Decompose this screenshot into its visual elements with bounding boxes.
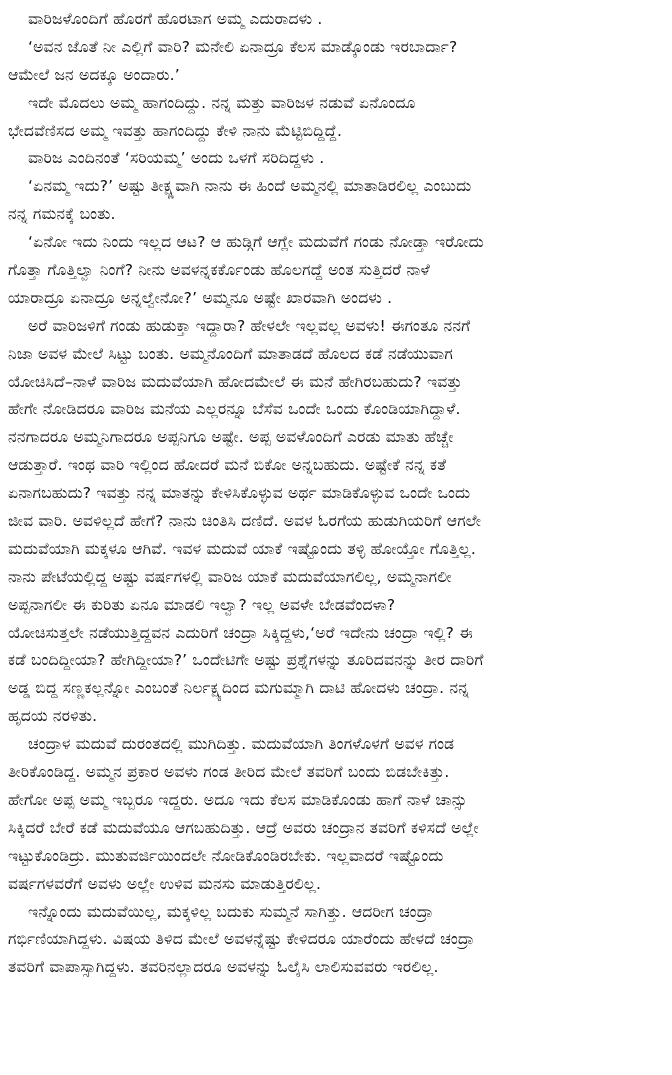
text-line: ನಿಜಾ ಅವಳ ಮೇಲೆ ಸಿಟ್ಟು ಬಂತು. ಅಮ್ಮನೊಂದಿಗೆ ಮಾತಾಡದೆ ಹೊಲದ ಕಡೆ ನಡೆಯುವಾಗ xyxy=(8,344,453,363)
text-line: ಗೊತ್ತಾ ಗೊತ್ತಿಲ್ವಾ ನಿಂಗೆ? ನೀನು ಅವಳನ್ನಕರ್ಕೊಂಡು ಹೊಲಗದ್ದೆ ಅಂತ ಸುತ್ತಿದರೆ ನಾಳೆ xyxy=(8,261,430,280)
paragraph xyxy=(8,173,664,229)
text-line: ತವರಿಗೆ ವಾಪಾಸ್ಸಾಗಿದ್ದಳು. ತವರಿನಲ್ಲಾದರೂ ಅವಳನ್ನು ಓಲೈಸಿ ಲಾಲಿಸುವವರು ಇರಲಿಲ್ಲ. xyxy=(8,958,439,977)
text-line: ‘ಅವನ ಜೊತೆ ನೀ ಎಲ್ಲಿಗೆ ವಾರಿ? ಮನೇಲಿ ಏನಾದ್ರೂ ಕೆಲಸ ಮಾಡ್ಕೊಂಡು ಇರಬಾರ್ದಾ? xyxy=(28,37,458,56)
text-line: ಏನಾಗಬಹುದು? ಇವತ್ತು ನನ್ನ ಮಾತನ್ನು ಕೇಳಿಸಿಕೊಳ್ಳುವ ಅರ್ಥ ಮಾಡಿಕೊಳ್ಳುವ ಒಂದೇ ಒಂದು xyxy=(8,484,471,503)
text-line: ಮದುವೆಯಾಗಿ ಮಕ್ಕಳೂ ಆಗಿವೆ. ಇವಳ ಮದುವೆ ಯಾಕೆ ಇಷ್ಟೊಂದು ತಳ್ಳಿ ಹೋಯ್ತೋ ಗೊತ್ತಿಲ್ಲ. xyxy=(8,539,476,558)
paragraph xyxy=(8,899,664,983)
text-line: ‘ಏನೋ ಇದು ನಿಂದು ಇಲ್ಲದ ಆಟ? ಆ ಹುಡ್ಗಿಗೆ ಆಗ್ಲೇ ಮದುವೆಗೆ ಗಂಡು ನೋಡ್ತಾ ಇರೋದು xyxy=(28,233,484,252)
text-line: ಅಪ್ಪನಾಗಲೀ ಈ ಕುರಿತು ಏನೂ ಮಾಡಲಿ ಇಲ್ವಾ? ಇಲ್ಲ ಅವಳೇ ಬೇಡವೆಂದಳಾ? xyxy=(8,595,396,614)
text-line: ವರ್ಷಗಳವರೆಗೆ ಅವಳು ಅಲ್ಲೇ ಉಳಿವ ಮನಸು ಮಾಡುತ್ತಿರಲಿಲ್ಲ. xyxy=(8,874,322,893)
text-line: ಅಡ್ಡ ಬಿದ್ದ ಸಣ್ಣಕಲ್ಲನ್ನೋ ಎಂಬಂತೆ ನಿರ್ಲಕ್ಷ್ಯದಿಂದ ಮಗುಮ್ಮಾಗಿ ದಾಟಿ ಹೋದಳು ಚಂದ್ರಾ. ನನ್ನ xyxy=(8,679,470,698)
paragraph xyxy=(8,34,664,90)
text-line: ಆಮೇಲೆ ಜನ ಅದಕ್ಕೂ ಅಂದಾರು.’ xyxy=(8,65,180,84)
text-line: ವಾರಿಜಳೊಂದಿಗೆ ಹೊರಗೆ ಹೊರಟಾಗ ಅಮ್ಮ ಎದುರಾದಳು . xyxy=(28,10,323,28)
text-line: ಇನ್ನೊಂದು ಮದುವೆಯಿಲ್ಲ, ಮಕ್ಕಳಿಲ್ಲ ಬದುಕು ಸುಮ್ಮನೆ ಸಾಗಿತ್ತು. ಆದರೀಗ ಚಂದ್ರಾ xyxy=(28,902,434,921)
paragraph xyxy=(8,731,664,898)
text-line: ಇದೇ ಮೊದಲು ಅಮ್ಮ ಹಾಗಂದಿದ್ದು. ನನ್ನ ಮತ್ತು ವಾರಿಜಳ ನಡುವೆ ಏನೊಂದೂ xyxy=(28,93,416,112)
text-line: ಯಾರಾದ್ರೂ ಏನಾದ್ರೂ ಅನ್ನಲ್ವೇನೋ?’ ಅಮ್ಮನೂ ಅಷ್ಟೇ ಖಾರವಾಗಿ ಅಂದಳು . xyxy=(8,288,393,307)
text-line: ‘ಏನಮ್ಮ ಇದು?’ ಅಷ್ಟು ತೀಕ್ಷ್ಣವಾಗಿ ನಾನು ಈ ಹಿಂದೆ ಅಮ್ಮನಲ್ಲಿ ಮಾತಾಡಿರಲಿಲ್ಲ ಎಂಬುದು xyxy=(28,177,472,196)
paragraph xyxy=(8,145,664,173)
text-line: ಕಡೆ ಬಂದಿದ್ದೀಯಾ? ಹೇಗಿದ್ದೀಯಾ?’ ಒಂದೇಟಿಗೇ ಅಷ್ಟು ಪ್ರಶ್ನೆಗಳನ್ನು ತೂರಿದವನನ್ನು ತೀರ ದಾರಿಗೆ xyxy=(8,651,484,670)
text-line: ನಾನು ಪೇಟೆಯಲ್ಲಿದ್ದ ಅಷ್ಟು ವರ್ಷಗಳಲ್ಲಿ ವಾರಿಜ ಯಾಕೆ ಮದುವೆಯಾಗಲಿಲ್ಲ, ಅಮ್ಮನಾಗಲೀ xyxy=(8,567,452,586)
text-line: ಹೇಗೇ ನೋಡಿದರೂ ವಾರಿಜ ಮನೆಯ ಎಲ್ಲರನ್ನೂ ಬೆಸೆವ ಒಂದೇ ಒಂದು ಕೊಂಡಿಯಾಗಿದ್ದಾಳೆ. xyxy=(8,400,461,419)
text-line: ಸಿಕ್ಕಿದರೆ ಬೇರೆ ಕಡೆ ಮದುವೆಯೂ ಆಗಬಹುದಿತ್ತು. ಆದ್ರೆ ಅವರು ಚಂದ್ರಾನ ತವರಿಗೆ ಕಳಿಸದೆ ಅಲ್ಲೇ xyxy=(8,818,479,837)
text-line: ಹೇಗೋ ಅಪ್ಪ ಅಮ್ಮ ಇಬ್ಬರೂ ಇದ್ದರು. ಅದೂ ಇದು ಕೆಲಸ ಮಾಡಿಕೊಂಡು ಹಾಗೆ ನಾಳೆ ಚಾನ್ಸು xyxy=(8,790,468,809)
text-line: ಆಡುತ್ತಾರೆ. ಇಂಥ ವಾರಿ ಇಲ್ಲಿಂದ ಹೋದರೆ ಮನೆ ಬಿಕೋ ಅನ್ನಬಹುದು. ಅಷ್ಟೇಕೆ ನನ್ನ ಕತೆ xyxy=(8,456,447,475)
text-line: ಚಂದ್ರಾಳ ಮದುವೆ ದುರಂತದಲ್ಲಿ ಮುಗಿದಿತ್ತು. ಮದುವೆಯಾಗಿ ತಿಂಗಳೊಳಗೆ ಅವಳ ಗಂಡ xyxy=(28,735,455,754)
text-line: ಹೃದಯ ನರಳಿತು. xyxy=(8,707,98,726)
text-line: ಅರೆ ವಾರಿಜಳಿಗೆ ಗಂಡು ಹುಡುಕ್ತಾ ಇದ್ದಾರಾ? ಹೇಳಲೇ ಇಲ್ಲವಲ್ಲ ಅವಳು! ಈಗಂತೂ ನನಗೆ xyxy=(28,316,471,335)
text-line: ಭೇದವೆಣಿಸದ ಅಮ್ಮ ಇವತ್ತು ಹಾಗಂದಿದ್ದು ಕೇಳಿ ನಾನು ಮೆಟ್ಟಿಬಿದ್ದಿದ್ದೆ. xyxy=(8,121,343,140)
paragraph xyxy=(8,90,664,146)
text-line: ವಾರಿಜ ಎಂದಿನಂತೆ ‘ಸರಿಯಮ್ಮ’ ಅಂದು ಒಳಗೆ ಸರಿದಿದ್ದಳು . xyxy=(28,149,325,168)
text-line: ಇಟ್ಟುಕೊಂಡಿದ್ರು. ಮುತುವರ್ಜಿಯಿಂದಲೇ ನೋಡಿಕೊಂಡಿರಬೇಕು. ಇಲ್ಲವಾದರೆ ಇಷ್ಟೊಂದು xyxy=(8,846,444,865)
text-line: ಯೋಚಿಸಿದೆ–ನಾಳೆ ವಾರಿಜ ಮದುವೆಯಾಗಿ ಹೋದಮೇಲೆ ಈ ಮನೆ ಹೇಗಿರಬಹುದು? ಇವತ್ತು xyxy=(8,372,463,391)
paragraph xyxy=(8,229,664,313)
text-line: ಗರ್ಭಿಣಿಯಾಗಿದ್ದಳು. ವಿಷಯ ತಿಳಿದ ಮೇಲೆ ಅವಳನ್ನೆಷ್ಟು ಕೇಳಿದರೂ ಯಾರೆಂದು ಹೇಳದೆ ಚಂದ್ರಾ xyxy=(8,930,475,949)
text-line: ಯೋಚಿಸುತ್ತಲೇ ನಡೆಯುತ್ತಿದ್ದವನ ಎದುರಿಗೆ ಚಂದ್ರಾ ಸಿಕ್ಕಿದ್ದಳು,‘ಅರೆ ಇದೇನು ಚಂದ್ರಾ ಇಲ್ಲಿ? ಈ xyxy=(8,623,473,642)
text-line: ನನಗಾದರೂ ಅಮ್ಮನಿಗಾದರೂ ಅಪ್ಪನಿಗೂ ಅಷ್ಟೇ. ಅಪ್ಪ ಅವಳೊಂದಿಗೆ ಎರಡು ಮಾತು ಹೆಚ್ಚೇ xyxy=(8,428,454,447)
text-line: ನನ್ನ ಗಮನಕ್ಕೆ ಬಂತು. xyxy=(8,205,116,224)
text-line: ಜೀವ ವಾರಿ. ಅವಳಿಲ್ಲದೆ ಹೇಗೆ? ನಾನು ಚಿಂತಿಸಿ ದಣಿದೆ. ಅವಳ ಓರಗೆಯ ಹುಡುಗಿಯರಿಗೆ ಆಗಲೇ xyxy=(8,512,482,531)
text-line: ತೀರಿಕೊಂಡಿದ್ದ. ಅಮ್ಮನ ಪ್ರಕಾರ ಅವಳು ಗಂಡ ತೀರಿದ ಮೇಲೆ ತವರಿಗೆ ಬಂದು ಬಿಡಬೇಕಿತ್ತು. xyxy=(8,763,450,782)
paragraph xyxy=(8,6,664,34)
paragraph xyxy=(8,313,664,731)
